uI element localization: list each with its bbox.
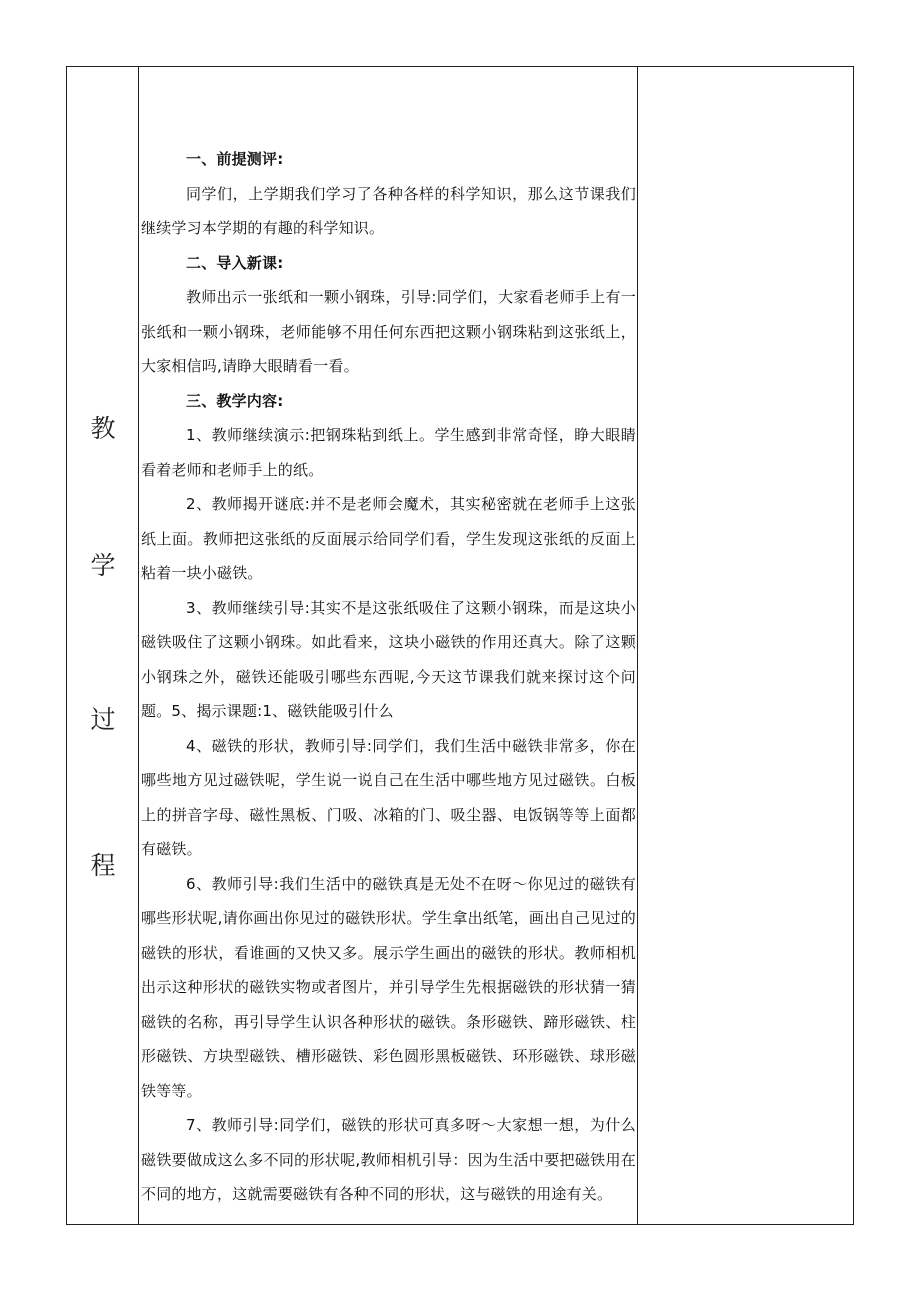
paragraph: 1、教师继续演示:把钢珠粘到纸上。学生感到非常奇怪，睁大眼睛看着老师和老师手上的纸。 bbox=[141, 426, 636, 479]
section-label-char: 教 bbox=[90, 414, 116, 443]
section-label-column bbox=[67, 67, 139, 1224]
section-heading: 二、导入新课: bbox=[186, 253, 284, 272]
paragraph: 6、教师引导:我们生活中的磁铁真是无处不在呀〜你见过的磁铁有哪些形状呢,请你画出你见过的磁铁形状。学生拿出纸笔，画出自己见过的磁铁的形状，看谁画的又快又多。展示学生画出的磁铁的形状。教师相机出示这种形状的磁铁实物或者图片，并引导学生先根据磁铁的形状猜一猜磁铁的名称，再引导学生认识各种形状的磁铁。条形磁铁、蹄形磁铁、柱形磁铁、方块型磁铁、槽形磁铁、彩色圆形黑板磁铁、环形磁铁、球形磁铁等等。 bbox=[141, 874, 636, 1100]
paragraph: 7、教师引导:同学们，磁铁的形状可真多呀〜大家想一想，为什么磁铁要做成这么多不同的形状呢,教师相机引导：因为生活中要把磁铁用在不同的地方，这就需要磁铁有各种不同的形状，这与磁铁的用途有关。 bbox=[141, 1116, 636, 1203]
section-label-char: 过 bbox=[90, 705, 116, 734]
paragraph: 同学们，上学期我们学习了各种各样的科学知识，那么这节课我们继续学习本学期的有趣的科学知识。 bbox=[141, 184, 636, 237]
content-column bbox=[139, 67, 638, 1224]
paragraph: 3、教师继续引导:其实不是这张纸吸住了这颗小钢珠，而是这块小磁铁吸住了这颗小钢珠。如此看来，这块小磁铁的作用还真大。除了这颗小钢珠之外，磁铁还能吸引哪些东西呢,今天这节课我们就来探讨这个问题。5、揭示课题:1、磁铁能吸引什么 bbox=[141, 598, 636, 720]
paragraph: 教师出示一张纸和一颗小钢珠，引导:同学们，大家看老师手上有一张纸和一颗小钢珠，老师能够不用任何东西把这颗小钢珠粘到这张纸上，大家相信吗,请睁大眼睛看一看。 bbox=[141, 288, 636, 375]
section-label-char: 学 bbox=[90, 551, 116, 580]
paragraph: 2、教师揭开谜底:并不是老师会魔术，其实秘密就在老师手上这张纸上面。教师把这张纸的反面展示给同学们看，学生发现这张纸的反面上粘着一块小磁铁。 bbox=[141, 495, 636, 582]
section-heading: 一、前提测评: bbox=[186, 150, 284, 168]
paragraph: 4、磁铁的形状，教师引导:同学们，我们生活中磁铁非常多，你在哪些地方见过磁铁呢，学生说一说自己在生活中哪些地方见过磁铁。白板上的拼音字母、磁性黑板、门吸、冰箱的门、吸尘器、电饭锅等等上面都有磁铁。 bbox=[141, 736, 636, 858]
notes-column bbox=[638, 67, 853, 1224]
lesson-table bbox=[66, 66, 854, 1225]
section-label-char: 程 bbox=[90, 851, 116, 880]
lesson-content bbox=[141, 142, 636, 1212]
section-heading: 三、教学内容: bbox=[186, 391, 284, 410]
